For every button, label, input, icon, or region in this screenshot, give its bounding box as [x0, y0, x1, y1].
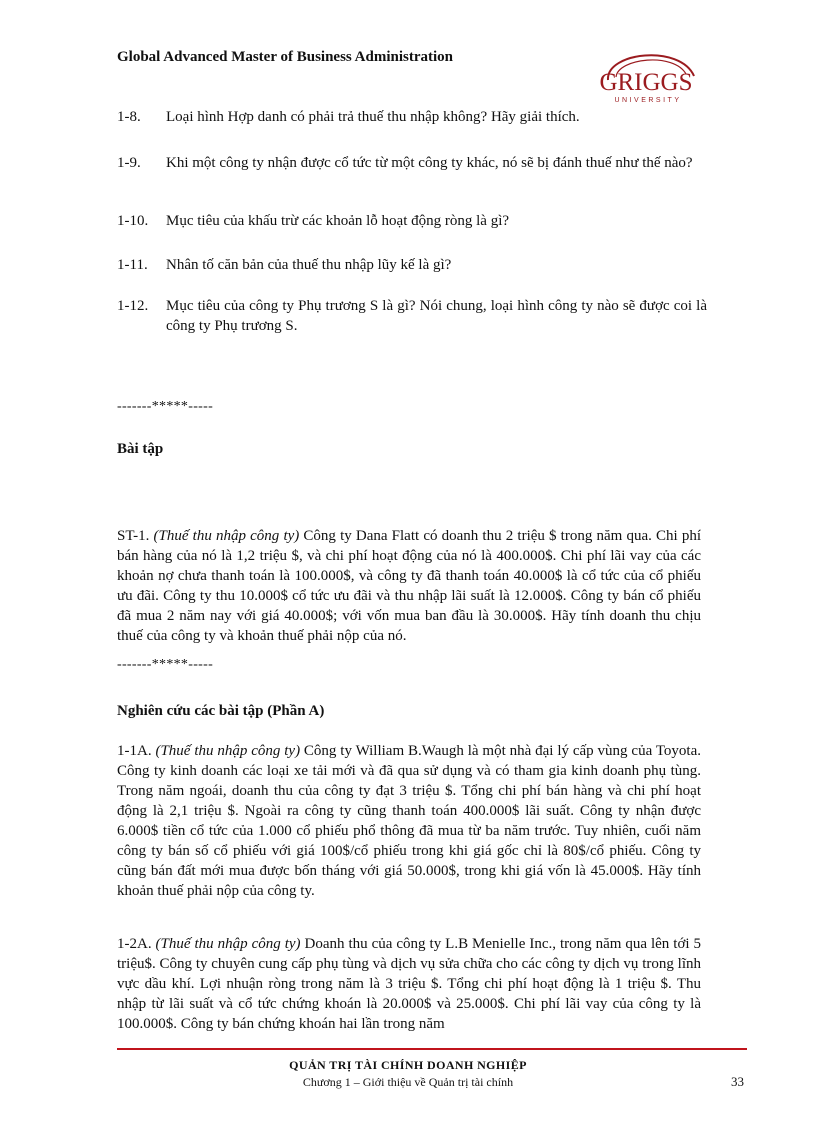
logo-wordmark: GRIGGS [599, 69, 693, 96]
question-text: Loại hình Hợp danh có phải trả thuế thu nhập không? Hãy giải thích. [166, 109, 580, 125]
question-number: 1-11. [117, 257, 148, 273]
section-separator: -------*****----- [117, 657, 214, 672]
exercise-label: 1-1A. [117, 743, 152, 759]
exercise-text: Công ty William B.Waugh là một nhà đại lý cấp vùng của Toyota. Công ty kinh doanh các loại xe tải mới và đã qua sử dụng và có tham gia kinh doanh phụ tùng. Trong năm ngoái, doanh thu của công ty đạt 3 triệu $. Tổng chi phí bán hàng và chi phí hoạt động là 2,1 triệu $. Ngoài ra công ty cũng thanh toán 400.000$ lãi suất. Công ty nhận được 6.000$ tiền cổ tức của 1.000 cổ phiếu phổ thông đã mua từ ba năm trước. Tuy nhiên, cuối năm công ty bán số cổ phiếu với giá 100$/cổ phiếu trong khi giá gốc chỉ là 80$/cổ phiếu. Công ty cũng bán đất mới mua được bốn tháng với giá 50.000$, trong khi giá vốn là 45.000$. Hãy tính khoản thuế phải nộp của công ty. [117, 743, 702, 899]
question-number: 1-10. [117, 213, 149, 229]
section-heading-exercises: Bài tập [117, 441, 164, 457]
section-separator: -------*****----- [117, 399, 214, 414]
exercise-1-2a [117, 934, 701, 1034]
logo-subtitle: UNIVERSITY [614, 97, 682, 104]
exercise-topic: (Thuế thu nhập công ty) [155, 936, 301, 952]
question-text: Khi một công ty nhận được cổ tức từ một công ty khác, nó sẽ bị đánh thuế như thế nào? [166, 155, 693, 171]
exercise-label: 1-2A. [117, 936, 152, 952]
exercise-1-1a [117, 741, 701, 901]
question-number: 1-12. [117, 298, 149, 314]
question-number: 1-9. [117, 155, 141, 171]
exercise-text: Công ty Dana Flatt có doanh thu 2 triệu $ trong năm qua. Chi phí bán hàng của nó là 1,2 triệu $, và chi phí hoạt động của nó là 400.000$. Chi phí lãi vay của các khoản nợ chưa thanh toán là 100.000$, và công ty đã thanh toán 40.000$ là cổ tức của cổ phiếu ưu đãi. Công ty thu 10.000$ cổ tức ưu đãi và thu nhập lãi suất là 12.000$. Công ty bán cổ phiếu đã mua 2 năm nay với giá 40.000$; với vốn mua ban đầu là 30.000$. Hãy tính doanh thu chịu thuế của công ty và khoản thuế phải nộp của nó. [117, 528, 702, 644]
griggs-university-logo [588, 46, 704, 106]
exercise-topic: (Thuế thu nhập công ty) [155, 743, 301, 759]
document-header-title: Global Advanced Master of Business Administration [117, 49, 454, 65]
question-text: Nhân tố căn bản của thuế thu nhập lũy kế là gì? [166, 257, 452, 273]
exercise-text: Doanh thu của công ty L.B Menielle Inc., trong năm qua lên tới 5 triệu$. Công ty chuyên cung cấp phụ tùng và dịch vụ sửa chữa cho các công ty dịch vụ trong lĩnh vực dầu khí. Lợi nhuận ròng trong năm là 3 triệu $. Tổng chi phí hoạt động là 1 triệu $. Thu nhập từ lãi suất và cổ tức chứng khoán là 20.000$ và 25.000$. Chi phí lãi vay của công ty là 100.000$. Công ty bán chứng khoán hai lần trong năm [117, 936, 702, 1032]
footer-title: QUẢN TRỊ TÀI CHÍNH DOANH NGHIỆP [289, 1058, 527, 1072]
exercise-st-1 [117, 526, 701, 646]
question-text: Mục tiêu của công ty Phụ trương S là gì? Nói chung, loại hình công ty nào sẽ được coi là công ty Phụ trương S. [166, 298, 707, 334]
footer-subtitle: Chương 1 – Giới thiệu về Quản trị tài chính [302, 1075, 514, 1089]
page-number: 33 [731, 1074, 744, 1089]
exercise-topic: (Thuế thu nhập công ty) [153, 528, 300, 544]
question-text: Mục tiêu của khấu trừ các khoản lỗ hoạt động ròng là gì? [166, 213, 510, 229]
footer-rule [117, 1048, 747, 1050]
section-heading-research: Nghiên cứu các bài tập (Phần A) [117, 703, 325, 719]
exercise-label: ST-1. [117, 528, 150, 544]
question-number: 1-8. [117, 109, 141, 125]
